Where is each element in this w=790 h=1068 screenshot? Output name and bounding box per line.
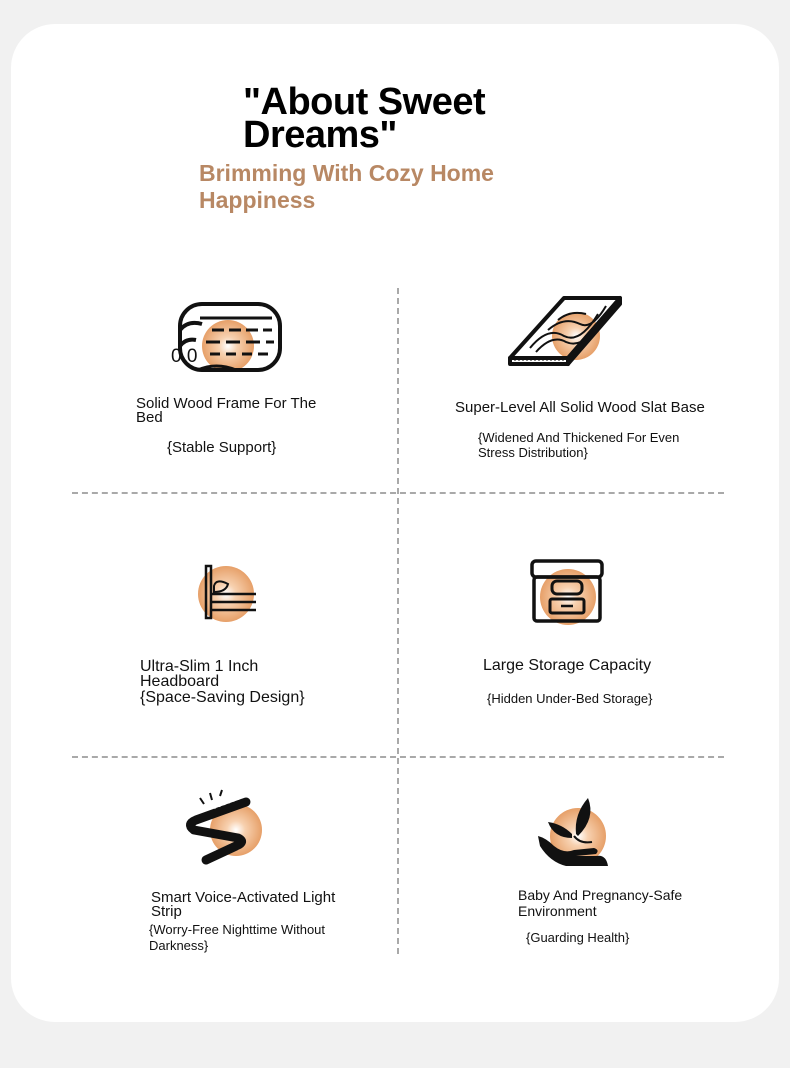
- stray-text: 0.0: [171, 346, 198, 367]
- feature-subtitle: {Stable Support}: [167, 439, 277, 456]
- feature-subtitle: {Worry-Free Nighttime Without Darkness}: [149, 922, 326, 953]
- vertical-divider: [397, 288, 399, 954]
- feature-subtitle: {Hidden Under-Bed Storage}: [487, 691, 653, 706]
- feature-subtitle: {Guarding Health}: [526, 930, 630, 945]
- feature-title: Large Storage Capacity: [483, 657, 652, 674]
- feature-title: Solid Wood Frame For The Bed: [136, 395, 317, 426]
- horizontal-divider: [72, 756, 724, 758]
- feature-subtitle: {Widened And Thickened For Even Stress Distribution}: [478, 430, 680, 460]
- horizontal-divider: [72, 492, 724, 494]
- feature-title: Ultra-Slim 1 Inch Headboard: [140, 658, 259, 690]
- leaf-hand-icon: [536, 794, 612, 870]
- slim-headboard-icon: [196, 564, 260, 622]
- storage-box-icon: [530, 559, 604, 627]
- feature-title: Super-Level All Solid Wood Slat Base: [455, 399, 705, 416]
- light-strip-icon: [186, 790, 266, 864]
- feature-title: Baby And Pregnancy-Safe Environment: [518, 887, 683, 919]
- feature-title: Smart Voice-Activated Light Strip: [151, 889, 336, 920]
- page-title: "About Sweet Dreams": [243, 81, 486, 156]
- page-subtitle: Brimming With Cozy Home Happiness: [199, 160, 494, 213]
- wood-plank-icon: [508, 296, 624, 368]
- feature-subtitle: {Space-Saving Design}: [140, 689, 305, 706]
